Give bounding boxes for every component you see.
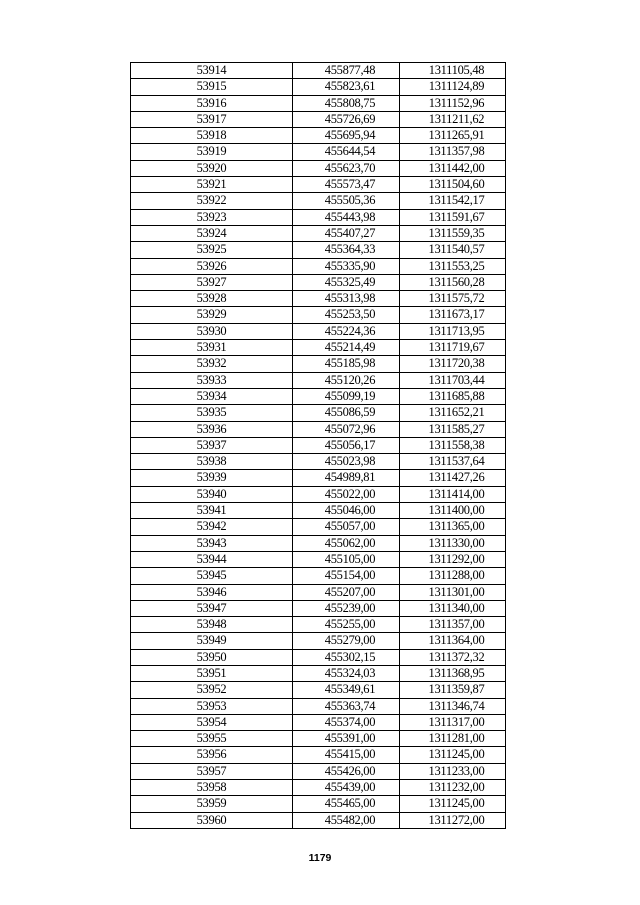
- x-coordinate-cell: 455185,98: [293, 356, 400, 372]
- table-row: [131, 209, 506, 225]
- x-coordinate-cell: 455644,54: [293, 144, 400, 160]
- point-number-cell: 53914: [131, 63, 293, 79]
- table-row: [131, 388, 506, 404]
- x-coordinate-cell: 455086,59: [293, 405, 400, 421]
- y-coordinate-cell: 1311245,00: [400, 796, 506, 812]
- point-number-cell: 53942: [131, 519, 293, 535]
- point-number-cell: 53929: [131, 307, 293, 323]
- y-coordinate-cell: 1311292,00: [400, 551, 506, 567]
- x-coordinate-cell: 455823,61: [293, 79, 400, 95]
- y-coordinate-cell: 1311585,27: [400, 421, 506, 437]
- y-coordinate-cell: 1311719,67: [400, 340, 506, 356]
- table-row: [131, 63, 506, 79]
- table-row: [131, 258, 506, 274]
- point-number-cell: 53924: [131, 225, 293, 241]
- x-coordinate-cell: 455154,00: [293, 568, 400, 584]
- table-row: [131, 568, 506, 584]
- x-coordinate-cell: 455426,00: [293, 763, 400, 779]
- x-coordinate-cell: 455056,17: [293, 437, 400, 453]
- point-number-cell: 53948: [131, 617, 293, 633]
- table-row: [131, 454, 506, 470]
- y-coordinate-cell: 1311558,38: [400, 437, 506, 453]
- table-row: [131, 111, 506, 127]
- point-number-cell: 53921: [131, 177, 293, 193]
- point-number-cell: 53959: [131, 796, 293, 812]
- x-coordinate-cell: 455465,00: [293, 796, 400, 812]
- table-row: [131, 274, 506, 290]
- table-row: [131, 617, 506, 633]
- table-row: [131, 242, 506, 258]
- table-row: [131, 160, 506, 176]
- point-number-cell: 53939: [131, 470, 293, 486]
- point-number-cell: 53958: [131, 780, 293, 796]
- point-number-cell: 53923: [131, 209, 293, 225]
- y-coordinate-cell: 1311357,98: [400, 144, 506, 160]
- y-coordinate-cell: 1311364,00: [400, 633, 506, 649]
- table-row: [131, 486, 506, 502]
- coordinates-table: [130, 62, 506, 829]
- x-coordinate-cell: 455023,98: [293, 454, 400, 470]
- x-coordinate-cell: 455505,36: [293, 193, 400, 209]
- table-row: [131, 225, 506, 241]
- y-coordinate-cell: 1311540,57: [400, 242, 506, 258]
- x-coordinate-cell: 455726,69: [293, 111, 400, 127]
- y-coordinate-cell: 1311442,00: [400, 160, 506, 176]
- point-number-cell: 53944: [131, 551, 293, 567]
- x-coordinate-cell: 455573,47: [293, 177, 400, 193]
- point-number-cell: 53945: [131, 568, 293, 584]
- y-coordinate-cell: 1311703,44: [400, 372, 506, 388]
- y-coordinate-cell: 1311124,89: [400, 79, 506, 95]
- table-row: [131, 470, 506, 486]
- y-coordinate-cell: 1311317,00: [400, 714, 506, 730]
- x-coordinate-cell: 455253,50: [293, 307, 400, 323]
- x-coordinate-cell: 455349,61: [293, 682, 400, 698]
- y-coordinate-cell: 1311346,74: [400, 698, 506, 714]
- table-row: [131, 291, 506, 307]
- point-number-cell: 53916: [131, 95, 293, 111]
- x-coordinate-cell: 455439,00: [293, 780, 400, 796]
- y-coordinate-cell: 1311272,00: [400, 812, 506, 828]
- table-row: [131, 698, 506, 714]
- point-number-cell: 53952: [131, 682, 293, 698]
- y-coordinate-cell: 1311152,96: [400, 95, 506, 111]
- point-number-cell: 53935: [131, 405, 293, 421]
- x-coordinate-cell: 455364,33: [293, 242, 400, 258]
- page-number: 1179: [308, 852, 332, 864]
- table-row: [131, 372, 506, 388]
- y-coordinate-cell: 1311340,00: [400, 600, 506, 616]
- point-number-cell: 53953: [131, 698, 293, 714]
- point-number-cell: 53957: [131, 763, 293, 779]
- point-number-cell: 53932: [131, 356, 293, 372]
- table-row: [131, 421, 506, 437]
- table-row: [131, 584, 506, 600]
- y-coordinate-cell: 1311652,21: [400, 405, 506, 421]
- table-row: [131, 177, 506, 193]
- table-row: [131, 128, 506, 144]
- point-number-cell: 53954: [131, 714, 293, 730]
- x-coordinate-cell: 455313,98: [293, 291, 400, 307]
- x-coordinate-cell: 455443,98: [293, 209, 400, 225]
- y-coordinate-cell: 1311720,38: [400, 356, 506, 372]
- table-row: [131, 796, 506, 812]
- table-row: [131, 714, 506, 730]
- table-row: [131, 763, 506, 779]
- x-coordinate-cell: 455482,00: [293, 812, 400, 828]
- x-coordinate-cell: 455207,00: [293, 584, 400, 600]
- x-coordinate-cell: 455099,19: [293, 388, 400, 404]
- x-coordinate-cell: 455057,00: [293, 519, 400, 535]
- x-coordinate-cell: 455415,00: [293, 747, 400, 763]
- table-row: [131, 665, 506, 681]
- point-number-cell: 53946: [131, 584, 293, 600]
- point-number-cell: 53915: [131, 79, 293, 95]
- x-coordinate-cell: 455391,00: [293, 731, 400, 747]
- y-coordinate-cell: 1311301,00: [400, 584, 506, 600]
- y-coordinate-cell: 1311673,17: [400, 307, 506, 323]
- x-coordinate-cell: 455120,26: [293, 372, 400, 388]
- table-row: [131, 682, 506, 698]
- point-number-cell: 53922: [131, 193, 293, 209]
- point-number-cell: 53960: [131, 812, 293, 828]
- x-coordinate-cell: 455335,90: [293, 258, 400, 274]
- point-number-cell: 53951: [131, 665, 293, 681]
- point-number-cell: 53925: [131, 242, 293, 258]
- y-coordinate-cell: 1311685,88: [400, 388, 506, 404]
- y-coordinate-cell: 1311591,67: [400, 209, 506, 225]
- x-coordinate-cell: 455877,48: [293, 63, 400, 79]
- point-number-cell: 53926: [131, 258, 293, 274]
- y-coordinate-cell: 1311105,48: [400, 63, 506, 79]
- y-coordinate-cell: 1311357,00: [400, 617, 506, 633]
- point-number-cell: 53920: [131, 160, 293, 176]
- point-number-cell: 53930: [131, 323, 293, 339]
- x-coordinate-cell: 455695,94: [293, 128, 400, 144]
- table-row: [131, 535, 506, 551]
- point-number-cell: 53937: [131, 437, 293, 453]
- y-coordinate-cell: 1311232,00: [400, 780, 506, 796]
- y-coordinate-cell: 1311559,35: [400, 225, 506, 241]
- table-row: [131, 144, 506, 160]
- table-row: [131, 356, 506, 372]
- table-row: [131, 633, 506, 649]
- x-coordinate-cell: 455407,27: [293, 225, 400, 241]
- table-row: [131, 79, 506, 95]
- table-row: [131, 747, 506, 763]
- point-number-cell: 53940: [131, 486, 293, 502]
- x-coordinate-cell: 454989,81: [293, 470, 400, 486]
- y-coordinate-cell: 1311233,00: [400, 763, 506, 779]
- point-number-cell: 53931: [131, 340, 293, 356]
- x-coordinate-cell: 455255,00: [293, 617, 400, 633]
- y-coordinate-cell: 1311368,95: [400, 665, 506, 681]
- coordinates-table-body: [131, 63, 506, 829]
- table-row: [131, 731, 506, 747]
- table-row: [131, 405, 506, 421]
- table-row: [131, 193, 506, 209]
- point-number-cell: 53927: [131, 274, 293, 290]
- y-coordinate-cell: 1311560,28: [400, 274, 506, 290]
- x-coordinate-cell: 455062,00: [293, 535, 400, 551]
- point-number-cell: 53949: [131, 633, 293, 649]
- table-row: [131, 812, 506, 828]
- y-coordinate-cell: 1311211,62: [400, 111, 506, 127]
- table-row: [131, 600, 506, 616]
- table-row: [131, 503, 506, 519]
- x-coordinate-cell: 455072,96: [293, 421, 400, 437]
- x-coordinate-cell: 455105,00: [293, 551, 400, 567]
- point-number-cell: 53947: [131, 600, 293, 616]
- table-row: [131, 780, 506, 796]
- table-row: [131, 95, 506, 111]
- y-coordinate-cell: 1311359,87: [400, 682, 506, 698]
- y-coordinate-cell: 1311245,00: [400, 747, 506, 763]
- point-number-cell: 53936: [131, 421, 293, 437]
- y-coordinate-cell: 1311427,26: [400, 470, 506, 486]
- x-coordinate-cell: 455279,00: [293, 633, 400, 649]
- point-number-cell: 53941: [131, 503, 293, 519]
- table-row: [131, 649, 506, 665]
- point-number-cell: 53933: [131, 372, 293, 388]
- table-row: [131, 323, 506, 339]
- x-coordinate-cell: 455808,75: [293, 95, 400, 111]
- point-number-cell: 53918: [131, 128, 293, 144]
- point-number-cell: 53956: [131, 747, 293, 763]
- x-coordinate-cell: 455374,00: [293, 714, 400, 730]
- y-coordinate-cell: 1311288,00: [400, 568, 506, 584]
- table-row: [131, 340, 506, 356]
- x-coordinate-cell: 455022,00: [293, 486, 400, 502]
- x-coordinate-cell: 455214,49: [293, 340, 400, 356]
- point-number-cell: 53955: [131, 731, 293, 747]
- y-coordinate-cell: 1311504,60: [400, 177, 506, 193]
- y-coordinate-cell: 1311537,64: [400, 454, 506, 470]
- point-number-cell: 53928: [131, 291, 293, 307]
- y-coordinate-cell: 1311365,00: [400, 519, 506, 535]
- y-coordinate-cell: 1311575,72: [400, 291, 506, 307]
- x-coordinate-cell: 455623,70: [293, 160, 400, 176]
- y-coordinate-cell: 1311553,25: [400, 258, 506, 274]
- point-number-cell: 53943: [131, 535, 293, 551]
- point-number-cell: 53934: [131, 388, 293, 404]
- x-coordinate-cell: 455224,36: [293, 323, 400, 339]
- y-coordinate-cell: 1311281,00: [400, 731, 506, 747]
- point-number-cell: 53919: [131, 144, 293, 160]
- y-coordinate-cell: 1311713,95: [400, 323, 506, 339]
- y-coordinate-cell: 1311414,00: [400, 486, 506, 502]
- y-coordinate-cell: 1311265,91: [400, 128, 506, 144]
- point-number-cell: 53917: [131, 111, 293, 127]
- x-coordinate-cell: 455046,00: [293, 503, 400, 519]
- x-coordinate-cell: 455363,74: [293, 698, 400, 714]
- y-coordinate-cell: 1311542,17: [400, 193, 506, 209]
- table-row: [131, 519, 506, 535]
- table-row: [131, 551, 506, 567]
- y-coordinate-cell: 1311372,32: [400, 649, 506, 665]
- y-coordinate-cell: 1311400,00: [400, 503, 506, 519]
- x-coordinate-cell: 455325,49: [293, 274, 400, 290]
- x-coordinate-cell: 455239,00: [293, 600, 400, 616]
- point-number-cell: 53950: [131, 649, 293, 665]
- table-row: [131, 437, 506, 453]
- table-row: [131, 307, 506, 323]
- x-coordinate-cell: 455302,15: [293, 649, 400, 665]
- y-coordinate-cell: 1311330,00: [400, 535, 506, 551]
- point-number-cell: 53938: [131, 454, 293, 470]
- x-coordinate-cell: 455324,03: [293, 665, 400, 681]
